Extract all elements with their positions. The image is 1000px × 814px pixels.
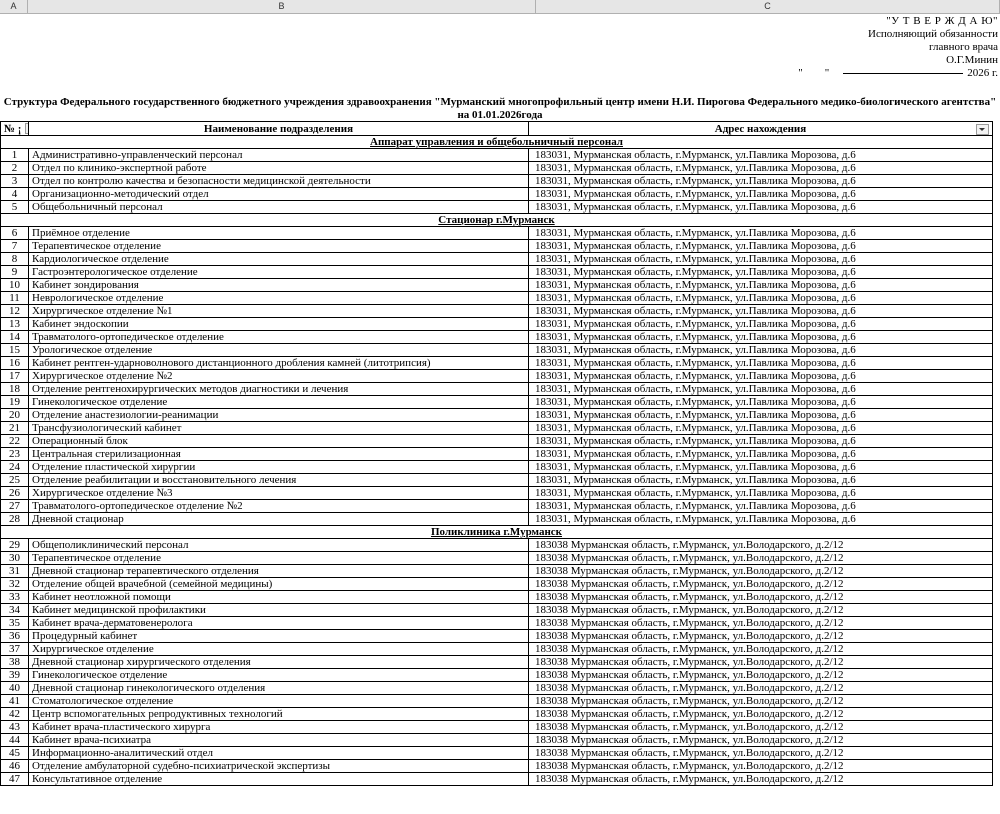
row-department-name[interactable]: Хирургическое отделение №3: [29, 487, 529, 500]
table-row[interactable]: [1, 773, 993, 786]
table-row[interactable]: [1, 630, 993, 643]
row-department-name[interactable]: Кардиологическое отделение: [29, 253, 529, 266]
spacer-row: [0, 79, 1000, 95]
row-address[interactable]: 183038 Мурманская область, г.Мурманск, ул.Володарского, д.2/12: [529, 708, 993, 721]
row-department-name[interactable]: Кабинет врача-дерматовенеролога: [29, 617, 529, 630]
row-number[interactable]: 28: [1, 513, 29, 526]
row-address[interactable]: 183031, Мурманская область, г.Мурманск, ул.Павлика Морозова, д.6: [529, 175, 993, 188]
table-row[interactable]: [1, 201, 993, 214]
column-header-b[interactable]: B: [28, 0, 536, 13]
row-address[interactable]: 183031, Мурманская область, г.Мурманск, ул.Павлика Морозова, д.6: [529, 357, 993, 370]
row-address[interactable]: 183038 Мурманская область, г.Мурманск, ул.Володарского, д.2/12: [529, 578, 993, 591]
row-number[interactable]: 27: [1, 500, 29, 513]
empty-cell-b5: [28, 66, 536, 79]
row-department-name[interactable]: Трансфузиологический кабинет: [29, 422, 529, 435]
filter-dropdown-icon-address[interactable]: [976, 124, 989, 135]
section-header-row: [1, 214, 993, 227]
column-header-c[interactable]: C: [536, 0, 1000, 13]
table-row[interactable]: [1, 734, 993, 747]
table-row[interactable]: [1, 318, 993, 331]
row-number[interactable]: 25: [1, 474, 29, 487]
row-number[interactable]: 45: [1, 747, 29, 760]
row-address[interactable]: 183031, Мурманская область, г.Мурманск, ул.Павлика Морозова, д.6: [529, 422, 993, 435]
row-address[interactable]: 183031, Мурманская область, г.Мурманск, ул.Павлика Морозова, д.6: [529, 500, 993, 513]
row-number[interactable]: 14: [1, 331, 29, 344]
table-row[interactable]: [1, 149, 993, 162]
row-address[interactable]: 183038 Мурманская область, г.Мурманск, ул.Володарского, д.2/12: [529, 591, 993, 604]
row-address[interactable]: 183038 Мурманская область, г.Мурманск, ул.Володарского, д.2/12: [529, 747, 993, 760]
row-number[interactable]: 10: [1, 279, 29, 292]
row-department-name[interactable]: Кабинет рентген-ударноволнового дистанционного дробления камней (литотрипсия): [29, 357, 529, 370]
row-department-name[interactable]: Кабинет медицинской профилактики: [29, 604, 529, 617]
row-department-name[interactable]: Кабинет зондирования: [29, 279, 529, 292]
date-quote-close: ": [824, 67, 830, 79]
table-row[interactable]: [1, 552, 993, 565]
header-department-name[interactable]: Наименование подразделения: [29, 122, 529, 136]
row-department-name[interactable]: Организационно-методический отдел: [29, 188, 529, 201]
table-row[interactable]: [1, 682, 993, 695]
row-address[interactable]: 183038 Мурманская область, г.Мурманск, ул.Володарского, д.2/12: [529, 760, 993, 773]
row-department-name[interactable]: Гинекологическое отделение: [29, 396, 529, 409]
approval-line-3: главного врача: [929, 41, 998, 53]
column-header-strip: [0, 0, 1000, 14]
row-address[interactable]: 183038 Мурманская область, г.Мурманск, ул.Володарского, д.2/12: [529, 734, 993, 747]
row-number[interactable]: 47: [1, 773, 29, 786]
row-address[interactable]: 183031, Мурманская область, г.Мурманск, ул.Павлика Морозова, д.6: [529, 149, 993, 162]
row-number[interactable]: 21: [1, 422, 29, 435]
table-row[interactable]: [1, 305, 993, 318]
row-number[interactable]: 44: [1, 734, 29, 747]
table-row[interactable]: [1, 656, 993, 669]
row-address[interactable]: 183031, Мурманская область, г.Мурманск, ул.Павлика Морозова, д.6: [529, 474, 993, 487]
row-number[interactable]: 43: [1, 721, 29, 734]
table-row[interactable]: [1, 604, 993, 617]
row-number[interactable]: 12: [1, 305, 29, 318]
table-row[interactable]: [1, 487, 993, 500]
row-address[interactable]: 183038 Мурманская область, г.Мурманск, ул.Володарского, д.2/12: [529, 604, 993, 617]
row-department-name[interactable]: Центральная стерилизационная: [29, 448, 529, 461]
row-address[interactable]: 183031, Мурманская область, г.Мурманск, ул.Павлика Морозова, д.6: [529, 292, 993, 305]
row-number[interactable]: 30: [1, 552, 29, 565]
row-department-name[interactable]: Кабинет врача-пластического хирурга: [29, 721, 529, 734]
empty-cell-b3: [28, 40, 536, 53]
table-row[interactable]: [1, 175, 993, 188]
row-address[interactable]: 183031, Мурманская область, г.Мурманск, ул.Павлика Морозова, д.6: [529, 396, 993, 409]
column-header-a[interactable]: A: [0, 0, 28, 13]
row-address[interactable]: 183031, Мурманская область, г.Мурманск, ул.Павлика Морозова, д.6: [529, 253, 993, 266]
table-row[interactable]: [1, 695, 993, 708]
table-row[interactable]: [1, 760, 993, 773]
row-number[interactable]: 17: [1, 370, 29, 383]
table-row[interactable]: [1, 747, 993, 760]
row-department-name[interactable]: Центр вспомогательных репродуктивных технологий: [29, 708, 529, 721]
row-department-name[interactable]: Отдел по контролю качества и безопасности медицинской деятельности: [29, 175, 529, 188]
row-number[interactable]: 39: [1, 669, 29, 682]
row-department-name[interactable]: Отделение пластической хирургии: [29, 461, 529, 474]
row-department-name[interactable]: Процедурный кабинет: [29, 630, 529, 643]
header-number-label: № ¡: [4, 122, 22, 135]
table-row[interactable]: [1, 396, 993, 409]
empty-cell-a4: [0, 53, 28, 66]
table-row[interactable]: [1, 253, 993, 266]
row-department-name[interactable]: Гастроэнтерологическое отделение: [29, 266, 529, 279]
page-title: Структура Федерального государственного бюджетного учреждения здравоохранения "Мурманский многопрофильный центр имени Н.И. Пирогова Федерального медико-биологического агентства": [3, 96, 997, 108]
row-number[interactable]: 26: [1, 487, 29, 500]
row-address[interactable]: 183038 Мурманская область, г.Мурманск, ул.Володарского, д.2/12: [529, 669, 993, 682]
row-number[interactable]: 29: [1, 539, 29, 552]
row-address[interactable]: 183031, Мурманская область, г.Мурманск, ул.Павлика Морозова, д.6: [529, 279, 993, 292]
section-title: [1, 214, 993, 227]
section-header-row: [1, 136, 993, 149]
section-header-row: [1, 526, 993, 539]
table-row[interactable]: [1, 357, 993, 370]
section-title-text: Стационар г.Мурманск: [438, 214, 555, 226]
row-department-name[interactable]: Урологическое отделение: [29, 344, 529, 357]
table-row[interactable]: [1, 617, 993, 630]
row-department-name[interactable]: Административно-управленческий персонал: [29, 149, 529, 162]
row-department-name[interactable]: Кабинет врача-психиатра: [29, 734, 529, 747]
section-title-text: Аппарат управления и общебольничный персонал: [370, 136, 623, 148]
row-address[interactable]: 183038 Мурманская область, г.Мурманск, ул.Володарского, д.2/12: [529, 721, 993, 734]
table-row[interactable]: [1, 578, 993, 591]
table-row[interactable]: [1, 344, 993, 357]
table-row[interactable]: [1, 383, 993, 396]
row-number[interactable]: 7: [1, 240, 29, 253]
row-number[interactable]: 33: [1, 591, 29, 604]
row-address[interactable]: 183031, Мурманская область, г.Мурманск, ул.Павлика Морозова, д.6: [529, 331, 993, 344]
row-number[interactable]: 40: [1, 682, 29, 695]
table-row[interactable]: [1, 500, 993, 513]
row-number[interactable]: 41: [1, 695, 29, 708]
row-number[interactable]: 24: [1, 461, 29, 474]
row-address[interactable]: 183038 Мурманская область, г.Мурманск, ул.Володарского, д.2/12: [529, 682, 993, 695]
row-address[interactable]: 183031, Мурманская область, г.Мурманск, ул.Павлика Морозова, д.6: [529, 162, 993, 175]
approval-date-line: [536, 66, 1000, 79]
table-row[interactable]: [1, 708, 993, 721]
row-address[interactable]: 183031, Мурманская область, г.Мурманск, ул.Павлика Морозова, д.6: [529, 266, 993, 279]
row-department-name[interactable]: Неврологическое отделение: [29, 292, 529, 305]
row-number[interactable]: 6: [1, 227, 29, 240]
row-department-name[interactable]: Информационно-аналитический отдел: [29, 747, 529, 760]
empty-cell-b4: [28, 53, 536, 66]
table-row[interactable]: [1, 162, 993, 175]
row-number[interactable]: 5: [1, 201, 29, 214]
table-row[interactable]: [1, 461, 993, 474]
table-row[interactable]: [1, 188, 993, 201]
row-department-name[interactable]: Терапевтическое отделение: [29, 552, 529, 565]
row-address[interactable]: 183031, Мурманская область, г.Мурманск, ул.Павлика Морозова, д.6: [529, 344, 993, 357]
row-department-name[interactable]: Операционный блок: [29, 435, 529, 448]
row-number[interactable]: 19: [1, 396, 29, 409]
row-number[interactable]: 20: [1, 409, 29, 422]
table-row[interactable]: [1, 292, 993, 305]
row-department-name[interactable]: Отделение анастезиологии-реанимации: [29, 409, 529, 422]
row-number[interactable]: 31: [1, 565, 29, 578]
row-address[interactable]: 183031, Мурманская область, г.Мурманск, ул.Павлика Морозова, д.6: [529, 227, 993, 240]
row-department-name[interactable]: Дневной стационар хирургического отделения: [29, 656, 529, 669]
row-department-name[interactable]: Травматолого-ортопедическое отделение: [29, 331, 529, 344]
row-number[interactable]: 34: [1, 604, 29, 617]
date-quote-open: ": [798, 67, 803, 79]
row-department-name[interactable]: Отдел по клинико-экспертной работе: [29, 162, 529, 175]
row-address[interactable]: 183031, Мурманская область, г.Мурманск, ул.Павлика Морозова, д.6: [529, 435, 993, 448]
table-row[interactable]: [1, 565, 993, 578]
table-row[interactable]: [1, 721, 993, 734]
table-row[interactable]: [1, 331, 993, 344]
row-department-name[interactable]: Отделение рентгенохирургических методов диагностики и лечения: [29, 383, 529, 396]
row-department-name[interactable]: Отделение амбулаторной судебно-психиатрической экспертизы: [29, 760, 529, 773]
row-address[interactable]: 183038 Мурманская область, г.Мурманск, ул.Володарского, д.2/12: [529, 539, 993, 552]
row-department-name[interactable]: Стоматологическое отделение: [29, 695, 529, 708]
row-number[interactable]: 16: [1, 357, 29, 370]
section-title: [1, 526, 993, 539]
table-row[interactable]: [1, 409, 993, 422]
table-row[interactable]: [1, 422, 993, 435]
row-address[interactable]: 183038 Мурманская область, г.Мурманск, ул.Володарского, д.2/12: [529, 552, 993, 565]
row-department-name[interactable]: Дневной стационар гинекологического отделения: [29, 682, 529, 695]
row-department-name[interactable]: Терапевтическое отделение: [29, 240, 529, 253]
approval-signer-name: О.Г.Минин: [946, 54, 998, 66]
row-address[interactable]: 183031, Мурманская область, г.Мурманск, ул.Павлика Морозова, д.6: [529, 487, 993, 500]
row-address[interactable]: 183038 Мурманская область, г.Мурманск, ул.Володарского, д.2/12: [529, 617, 993, 630]
row-number[interactable]: 9: [1, 266, 29, 279]
empty-cell-b2: [28, 27, 536, 40]
empty-cell-a3: [0, 40, 28, 53]
table-row[interactable]: [1, 227, 993, 240]
table-row[interactable]: [1, 240, 993, 253]
row-number[interactable]: 2: [1, 162, 29, 175]
table-row[interactable]: [1, 669, 993, 682]
row-address[interactable]: 183038 Мурманская область, г.Мурманск, ул.Володарского, д.2/12: [529, 773, 993, 786]
row-department-name[interactable]: Приёмное отделение: [29, 227, 529, 240]
table-row[interactable]: [1, 435, 993, 448]
row-number[interactable]: 11: [1, 292, 29, 305]
row-department-name[interactable]: Кабинет эндоскопии: [29, 318, 529, 331]
row-address[interactable]: 183031, Мурманская область, г.Мурманск, ул.Павлика Морозова, д.6: [529, 383, 993, 396]
row-department-name[interactable]: Кабинет неотложной помощи: [29, 591, 529, 604]
header-address-label: Адрес нахождения: [714, 122, 807, 135]
row-address[interactable]: 183031, Мурманская область, г.Мурманск, ул.Павлика Морозова, д.6: [529, 461, 993, 474]
row-address[interactable]: 183031, Мурманская область, г.Мурманск, ул.Павлика Морозова, д.6: [529, 409, 993, 422]
table-row[interactable]: [1, 370, 993, 383]
empty-cell-a5: [0, 66, 28, 79]
row-address[interactable]: 183031, Мурманская область, г.Мурманск, ул.Павлика Морозова, д.6: [529, 240, 993, 253]
row-address[interactable]: 183038 Мурманская область, г.Мурманск, ул.Володарского, д.2/12: [529, 695, 993, 708]
row-department-name[interactable]: Гинекологическое отделение: [29, 669, 529, 682]
row-number[interactable]: 42: [1, 708, 29, 721]
row-department-name[interactable]: Дневной стационар: [29, 513, 529, 526]
row-number[interactable]: 4: [1, 188, 29, 201]
row-number[interactable]: 36: [1, 630, 29, 643]
row-number[interactable]: 3: [1, 175, 29, 188]
row-department-name[interactable]: Хирургическое отделение №2: [29, 370, 529, 383]
approval-line-1: "У Т В Е Р Ж Д А Ю": [886, 15, 998, 27]
table-row[interactable]: [1, 474, 993, 487]
row-address[interactable]: 183038 Мурманская область, г.Мурманск, ул.Володарского, д.2/12: [529, 630, 993, 643]
approval-block: [0, 14, 1000, 121]
row-address[interactable]: 183031, Мурманская область, г.Мурманск, ул.Павлика Морозова, д.6: [529, 370, 993, 383]
table-row[interactable]: [1, 539, 993, 552]
row-address[interactable]: 183038 Мурманская область, г.Мурманск, ул.Володарского, д.2/12: [529, 656, 993, 669]
row-number[interactable]: 1: [1, 149, 29, 162]
row-address[interactable]: 183031, Мурманская область, г.Мурманск, ул.Павлика Морозова, д.6: [529, 201, 993, 214]
row-address[interactable]: 183038 Мурманская область, г.Мурманск, ул.Володарского, д.2/12: [529, 565, 993, 578]
empty-cell-b1: [28, 14, 536, 27]
structure-table: [0, 121, 993, 786]
row-number[interactable]: 37: [1, 643, 29, 656]
table-header-row: [1, 122, 993, 136]
row-address[interactable]: 183031, Мурманская область, г.Мурманск, ул.Павлика Морозова, д.6: [529, 188, 993, 201]
row-number[interactable]: 8: [1, 253, 29, 266]
row-address[interactable]: 183031, Мурманская область, г.Мурманск, ул.Павлика Морозова, д.6: [529, 513, 993, 526]
row-department-name[interactable]: Отделение общей врачебной (семейной медицины): [29, 578, 529, 591]
date-blank-line: [843, 73, 963, 74]
header-address[interactable]: [529, 122, 993, 136]
row-department-name[interactable]: Травматолого-ортопедическое отделение №2: [29, 500, 529, 513]
row-address[interactable]: 183038 Мурманская область, г.Мурманск, ул.Володарского, д.2/12: [529, 643, 993, 656]
section-title: [1, 136, 993, 149]
table-row[interactable]: [1, 266, 993, 279]
row-number[interactable]: 35: [1, 617, 29, 630]
row-address[interactable]: 183031, Мурманская область, г.Мурманск, ул.Павлика Морозова, д.6: [529, 448, 993, 461]
table-row[interactable]: [1, 643, 993, 656]
row-number[interactable]: 23: [1, 448, 29, 461]
row-number[interactable]: 15: [1, 344, 29, 357]
row-department-name[interactable]: Хирургическое отделение: [29, 643, 529, 656]
row-address[interactable]: 183031, Мурманская область, г.Мурманск, ул.Павлика Морозова, д.6: [529, 305, 993, 318]
approval-line-2: Исполняющий обязанности: [868, 28, 998, 40]
row-number[interactable]: 18: [1, 383, 29, 396]
row-department-name[interactable]: Хирургическое отделение №1: [29, 305, 529, 318]
row-number[interactable]: 38: [1, 656, 29, 669]
row-number[interactable]: 32: [1, 578, 29, 591]
row-number[interactable]: 13: [1, 318, 29, 331]
row-department-name[interactable]: Общеполиклинический персонал: [29, 539, 529, 552]
row-department-name[interactable]: Отделение реабилитации и восстановительного лечения: [29, 474, 529, 487]
empty-cell-a1: [0, 14, 28, 27]
row-number[interactable]: 46: [1, 760, 29, 773]
table-row[interactable]: [1, 448, 993, 461]
filter-dropdown-icon[interactable]: [25, 123, 28, 134]
row-department-name[interactable]: Дневной стационар терапевтического отделения: [29, 565, 529, 578]
empty-cell-a2: [0, 27, 28, 40]
table-row[interactable]: [1, 591, 993, 604]
row-department-name[interactable]: Консультативное отделение: [29, 773, 529, 786]
date-year: 2026 г.: [967, 67, 998, 79]
row-number[interactable]: 22: [1, 435, 29, 448]
header-number[interactable]: [1, 122, 29, 136]
row-address[interactable]: 183031, Мурманская область, г.Мурманск, ул.Павлика Морозова, д.6: [529, 318, 993, 331]
table-row[interactable]: [1, 513, 993, 526]
page-subtitle: на 01.01.2026года: [457, 109, 543, 121]
section-title-text: Поликлиника г.Мурманск: [430, 526, 563, 538]
table-row[interactable]: [1, 279, 993, 292]
row-department-name[interactable]: Общебольничный персонал: [29, 201, 529, 214]
